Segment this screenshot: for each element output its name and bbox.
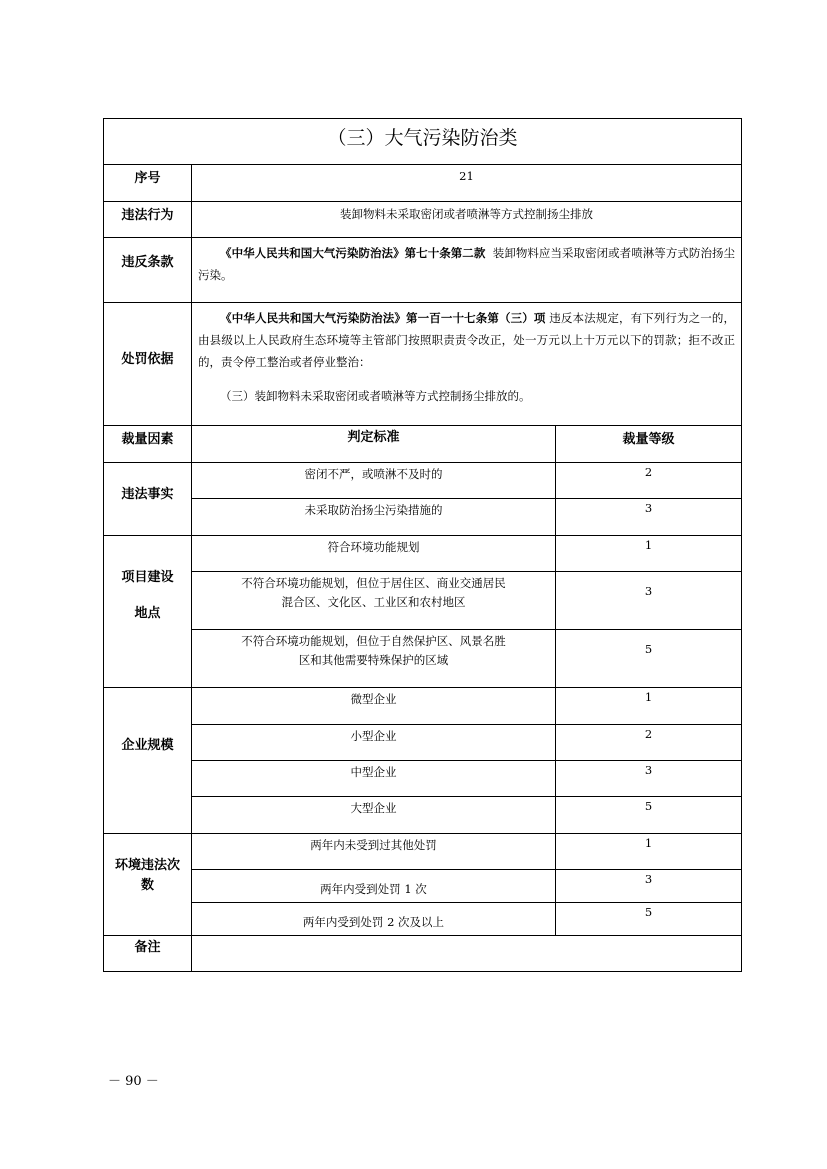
level-value: 3 <box>644 872 653 886</box>
level-value: 1 <box>644 690 653 704</box>
criteria-row <box>192 761 741 797</box>
row-remarks <box>103 936 742 972</box>
violation-label: 违法行为 <box>104 202 192 237</box>
criteria-text <box>192 463 556 498</box>
criteria-line: 密闭不严，或喷淋不及时的 <box>304 467 443 481</box>
criteria-text <box>192 903 556 936</box>
criteria-row <box>192 572 741 630</box>
criteria-text <box>192 536 556 571</box>
factor-group <box>103 834 742 936</box>
serial-label: 序号 <box>104 165 192 201</box>
header-factor: 裁量因素 <box>104 426 192 462</box>
penalty-item: （三）装卸物料未采取密闭或者喷淋等方式控制扬尘排放的。 <box>220 389 531 403</box>
level-value: 5 <box>644 799 653 813</box>
header-level: 裁量等级 <box>622 432 675 447</box>
criteria-row <box>192 630 741 688</box>
criteria-line: 微型企业 <box>350 692 397 706</box>
remarks-value <box>192 936 741 971</box>
criteria-row <box>192 536 741 572</box>
level-value: 2 <box>644 727 653 741</box>
penalty-text: 违反本法规定，有下列行为之一的，由县级以上人民政府生态环境等主管部门按照职责责令改正，处一万元以上十万元以下的罚款；拒不改正的，责令停工整治或者停业整治： <box>198 311 736 369</box>
criteria-row <box>192 797 741 834</box>
header-criteria: 判定标准 <box>192 426 556 462</box>
factor-label-line: 违法事实 <box>121 487 174 502</box>
criteria-line: 两年内受到处罚 1 次 <box>320 882 427 896</box>
factor-label-line: 数 <box>140 878 154 893</box>
level-value: 2 <box>644 465 653 479</box>
factor-group <box>103 536 742 688</box>
row-serial <box>103 165 742 202</box>
criteria-line: 不符合环境功能规划，但位于自然保护区、风景名胜 <box>241 634 506 648</box>
criteria-text <box>192 761 556 796</box>
row-clause <box>103 238 742 303</box>
factor-label <box>104 688 192 833</box>
factor-label <box>104 463 192 535</box>
criteria-row <box>192 688 741 725</box>
level-value: 5 <box>644 642 653 656</box>
level-value: 3 <box>644 763 653 777</box>
criteria-text <box>192 834 556 869</box>
criteria-row <box>192 870 741 903</box>
criteria-text <box>192 725 556 760</box>
level-value: 3 <box>644 501 653 515</box>
row-violation <box>103 202 742 238</box>
criteria-text <box>192 630 556 688</box>
criteria-line: 小型企业 <box>350 729 397 743</box>
section-title: （三）大气污染防治类 <box>103 118 742 165</box>
page-number: － 90 － <box>108 1074 159 1089</box>
criteria-row <box>192 499 741 536</box>
criteria-line: 中型企业 <box>350 765 397 779</box>
level-value: 5 <box>644 905 653 919</box>
clause-law-ref: 《中华人民共和国大气污染防治法》第七十条第二款 <box>220 246 486 260</box>
row-header <box>103 426 742 463</box>
penalty-label: 处罚依据 <box>104 303 192 425</box>
factor-label-line: 企业规模 <box>121 738 174 753</box>
criteria-row <box>192 725 741 761</box>
level-value: 1 <box>644 836 653 850</box>
criteria-line: 区和其他需要特殊保护的区域 <box>298 653 449 667</box>
criteria-line: 符合环境功能规划 <box>327 540 420 554</box>
criteria-text <box>192 499 556 536</box>
factor-label <box>104 834 192 935</box>
criteria-line: 未采取防治扬尘污染措施的 <box>304 503 443 517</box>
clause-value <box>192 238 741 302</box>
criteria-text <box>192 870 556 902</box>
factor-label-line: 地点 <box>134 606 161 621</box>
criteria-row <box>192 463 741 499</box>
clause-label: 违反条款 <box>104 238 192 302</box>
penalty-law-ref: 《中华人民共和国大气污染防治法》第一百一十七条第（三）项 <box>220 311 546 325</box>
violation-value: 装卸物料未采取密闭或者喷淋等方式控制扬尘排放 <box>340 207 593 221</box>
factor-label <box>104 536 192 687</box>
level-value: 3 <box>644 584 653 598</box>
remarks-label: 备注 <box>104 936 192 971</box>
criteria-text <box>192 572 556 629</box>
factor-label-line: 项目建设 <box>121 570 174 585</box>
factor-group <box>103 688 742 834</box>
criteria-line: 不符合环境功能规划，但位于居住区、商业交通居民 <box>241 576 506 590</box>
factor-label-line: 环境违法次 <box>114 858 180 873</box>
criteria-row <box>192 903 741 936</box>
criteria-row <box>192 834 741 870</box>
criteria-line: 大型企业 <box>350 801 397 815</box>
criteria-line: 两年内未受到过其他处罚 <box>310 838 437 852</box>
criteria-line: 混合区、文化区、工业区和农村地区 <box>281 595 466 609</box>
criteria-text <box>192 688 556 724</box>
criteria-text <box>192 797 556 834</box>
level-value: 1 <box>644 538 653 552</box>
clause-text: 装卸物料应当采取密闭或者喷淋等方式防治扬尘污染。 <box>198 246 736 282</box>
row-penalty <box>103 303 742 426</box>
factor-group <box>103 463 742 536</box>
penalty-value <box>192 303 741 425</box>
criteria-line: 两年内受到处罚 2 次及以上 <box>302 915 445 929</box>
serial-value: 21 <box>459 169 474 183</box>
